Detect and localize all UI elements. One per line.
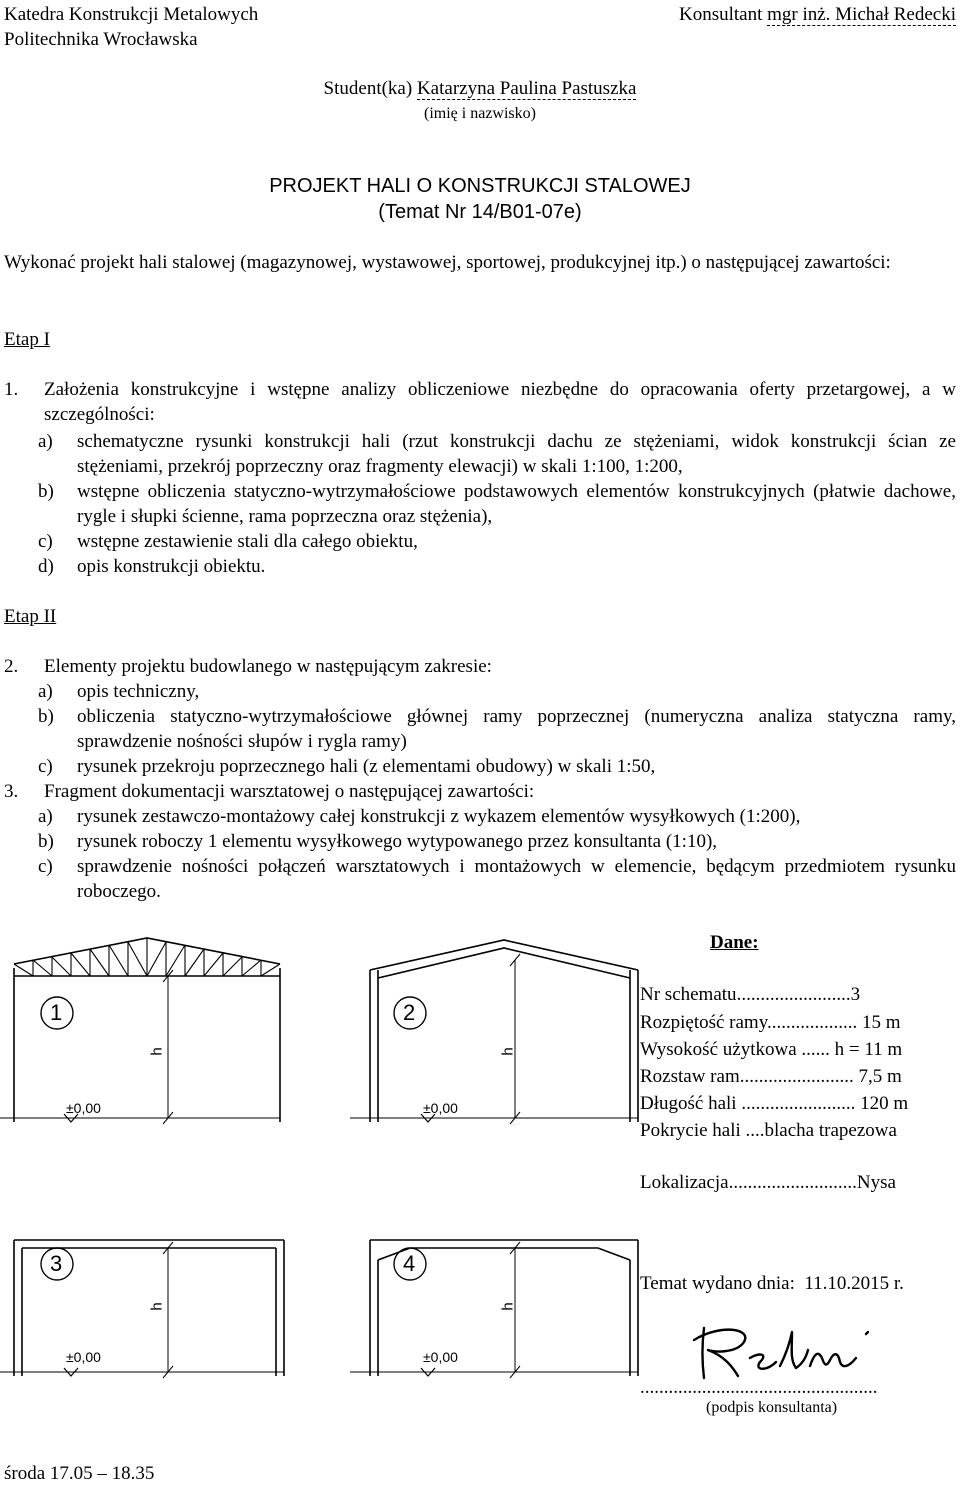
dane-row-value: 3: [850, 984, 861, 1005]
scheme-1-number: 1: [50, 1000, 63, 1025]
scheme-2-number: 2: [403, 1000, 416, 1025]
dane-row-value: 7,5 m: [853, 1066, 902, 1087]
item-3c-text: sprawdzenie nośności połączeń warsztatowych i montażowych w elemencie, będącym przedmiotem rysunku roboczego.: [77, 856, 956, 902]
scheme-2-drawing: [340, 930, 650, 1140]
scheme-4-level-label: ±0,00: [423, 1349, 458, 1365]
item-3b-text: rysunek roboczy 1 elementu wysyłkowego wytypowanego przez konsultanta (1:10),: [77, 831, 718, 852]
item-2-number: 2.: [4, 656, 19, 677]
student-name: Katarzyna Paulina Pastuszka: [416, 78, 637, 99]
consultant-name: mgr inż. Michał Redecki: [767, 4, 956, 25]
student-line: [0, 76, 960, 101]
lokalizacja-value: Nysa: [856, 1172, 896, 1193]
item-3b-label: b): [38, 831, 54, 852]
item-2b-label: b): [38, 706, 54, 727]
dane-row-dots: ........................: [736, 1093, 856, 1114]
dane-row-label: Nr schematu: [640, 984, 737, 1005]
dane-row: [640, 1091, 908, 1116]
item-2c-label: c): [38, 756, 53, 777]
signature-caption: (podpis konsultanta): [706, 1399, 838, 1416]
dane-row: [640, 1037, 902, 1062]
scheme-2-height-label: h: [499, 1047, 517, 1056]
dane-row: [640, 1010, 901, 1035]
dane-row: [640, 982, 860, 1007]
lokalizacja-dots: ...........................: [728, 1172, 857, 1193]
consultant-line: [679, 2, 956, 27]
item-2b-text: obliczenia statyczno-wytrzymałościowe głównej ramy poprzecznej (numeryczna analiza statyczna ramy, sprawdzenie nośności słupów i rygla ramy): [77, 706, 956, 752]
item-3-text: Fragment dokumentacji warsztatowej o następującej zawartości:: [44, 781, 535, 802]
dane-row-label: Długość hali: [640, 1093, 737, 1114]
dane-row-dots: ........................: [739, 1066, 854, 1087]
dane-row-dots: ......: [796, 1039, 835, 1060]
dane-row-label: Rozstaw ram: [640, 1066, 740, 1087]
signature-dots: ..................................................: [640, 1377, 878, 1398]
student-label: Student(ka): [323, 78, 413, 99]
student-caption: (imię i nazwisko): [424, 105, 536, 122]
item-1d-text: opis konstrukcji obiektu.: [77, 556, 266, 577]
etap-1-heading: Etap I: [4, 329, 50, 350]
item-2-text: Elementy projektu budowlanego w następującym zakresie:: [44, 656, 492, 677]
scheme-1-level-label: ±0,00: [66, 1100, 101, 1116]
dane-row-label: Pokrycie hali: [640, 1120, 741, 1141]
scheme-3-height-label: h: [148, 1302, 166, 1311]
scheme-4-height-label: h: [499, 1302, 517, 1311]
consultant-label: Konsultant: [678, 4, 763, 25]
item-2a-label: a): [38, 681, 53, 702]
dane-heading: Dane:: [710, 932, 759, 953]
dane-row-value: 120 m: [855, 1093, 909, 1114]
schedule-footer: środa 17.05 – 18.35: [4, 1463, 155, 1484]
university-name: Politechnika Wrocławska: [4, 29, 198, 50]
item-2a-text: opis techniczny,: [77, 681, 200, 702]
scheme-4-number: 4: [403, 1251, 416, 1276]
temat-date: 11.10.2015 r.: [804, 1273, 904, 1294]
lokalizacja-label: Lokalizacja: [640, 1172, 729, 1193]
item-1a-text: schematyczne rysunki konstrukcji hali (rzut konstrukcji dachu ze stężeniami, widok konstrukcji ścian ze stężeniami, przekrój poprzeczny oraz fragmenty elewacji) w skali 1:100, 1:200,: [77, 431, 956, 477]
item-2c-text: rysunek przekroju poprzecznego hali (z elementami obudowy) w skali 1:50,: [77, 756, 656, 777]
item-1d-label: d): [38, 556, 54, 577]
dane-row: [640, 1064, 902, 1089]
lokalizacja-row: [640, 1170, 896, 1195]
dane-row: [640, 1118, 897, 1143]
temat-row: [640, 1271, 904, 1296]
scheme-3-level-label: ±0,00: [66, 1349, 101, 1365]
item-3a-label: a): [38, 806, 53, 827]
dane-row-value: blacha trapezowa: [764, 1120, 897, 1141]
item-1c-text: wstępne zestawienie stali dla całego obiektu,: [77, 531, 418, 552]
dane-row-value: h = 11 m: [834, 1039, 903, 1060]
dane-row-label: Wysokość użytkowa: [640, 1039, 797, 1060]
item-3c-label: c): [38, 856, 53, 877]
item-1b-text: wstępne obliczenia statyczno-wytrzymałościowe podstawowych elementów konstrukcyjnych (płatwie dachowe, rygle i słupki ścienne, rama poprzeczna oraz stężenia),: [77, 481, 956, 527]
item-3-number: 3.: [4, 781, 19, 802]
item-1-number: 1.: [4, 379, 19, 400]
dane-row-dots: ........................: [736, 984, 851, 1005]
dane-row-dots: ...................: [766, 1012, 858, 1033]
scheme-3-number: 3: [50, 1251, 63, 1276]
scheme-1-height-label: h: [148, 1047, 166, 1056]
item-3a-text: rysunek zestawczo-montażowy całej konstrukcji z wykazem elementów wysyłkowych (1:200),: [77, 806, 801, 827]
dane-row-label: Rozpiętość ramy: [640, 1012, 767, 1033]
project-title: PROJEKT HALI O KONSTRUKCJI STALOWEJ: [269, 175, 691, 197]
item-1c-label: c): [38, 531, 53, 552]
dane-row-value: 15 m: [857, 1012, 901, 1033]
scheme-2-level-label: ±0,00: [423, 1100, 458, 1116]
temat-label: Temat wydano dnia:: [640, 1273, 795, 1294]
item-1-text: Założenia konstrukcyjne i wstępne analizy obliczeniowe niezbędne do opracowania oferty przetargowej, a w szczególności:: [44, 379, 956, 425]
intro-paragraph: Wykonać projekt hali stalowej (magazynowej, wystawowej, sportowej, produkcyjnej itp.) o następującej zawartości:: [4, 252, 891, 273]
scheme-1-drawing: [0, 930, 300, 1140]
project-topic: (Temat Nr 14/B01-07e): [378, 201, 582, 223]
item-1a-label: a): [38, 431, 53, 452]
department-name: Katedra Konstrukcji Metalowych: [4, 4, 259, 25]
item-1b-label: b): [38, 481, 54, 502]
dane-row-dots: ....: [740, 1120, 765, 1141]
etap-2-heading: Etap II: [4, 606, 57, 627]
